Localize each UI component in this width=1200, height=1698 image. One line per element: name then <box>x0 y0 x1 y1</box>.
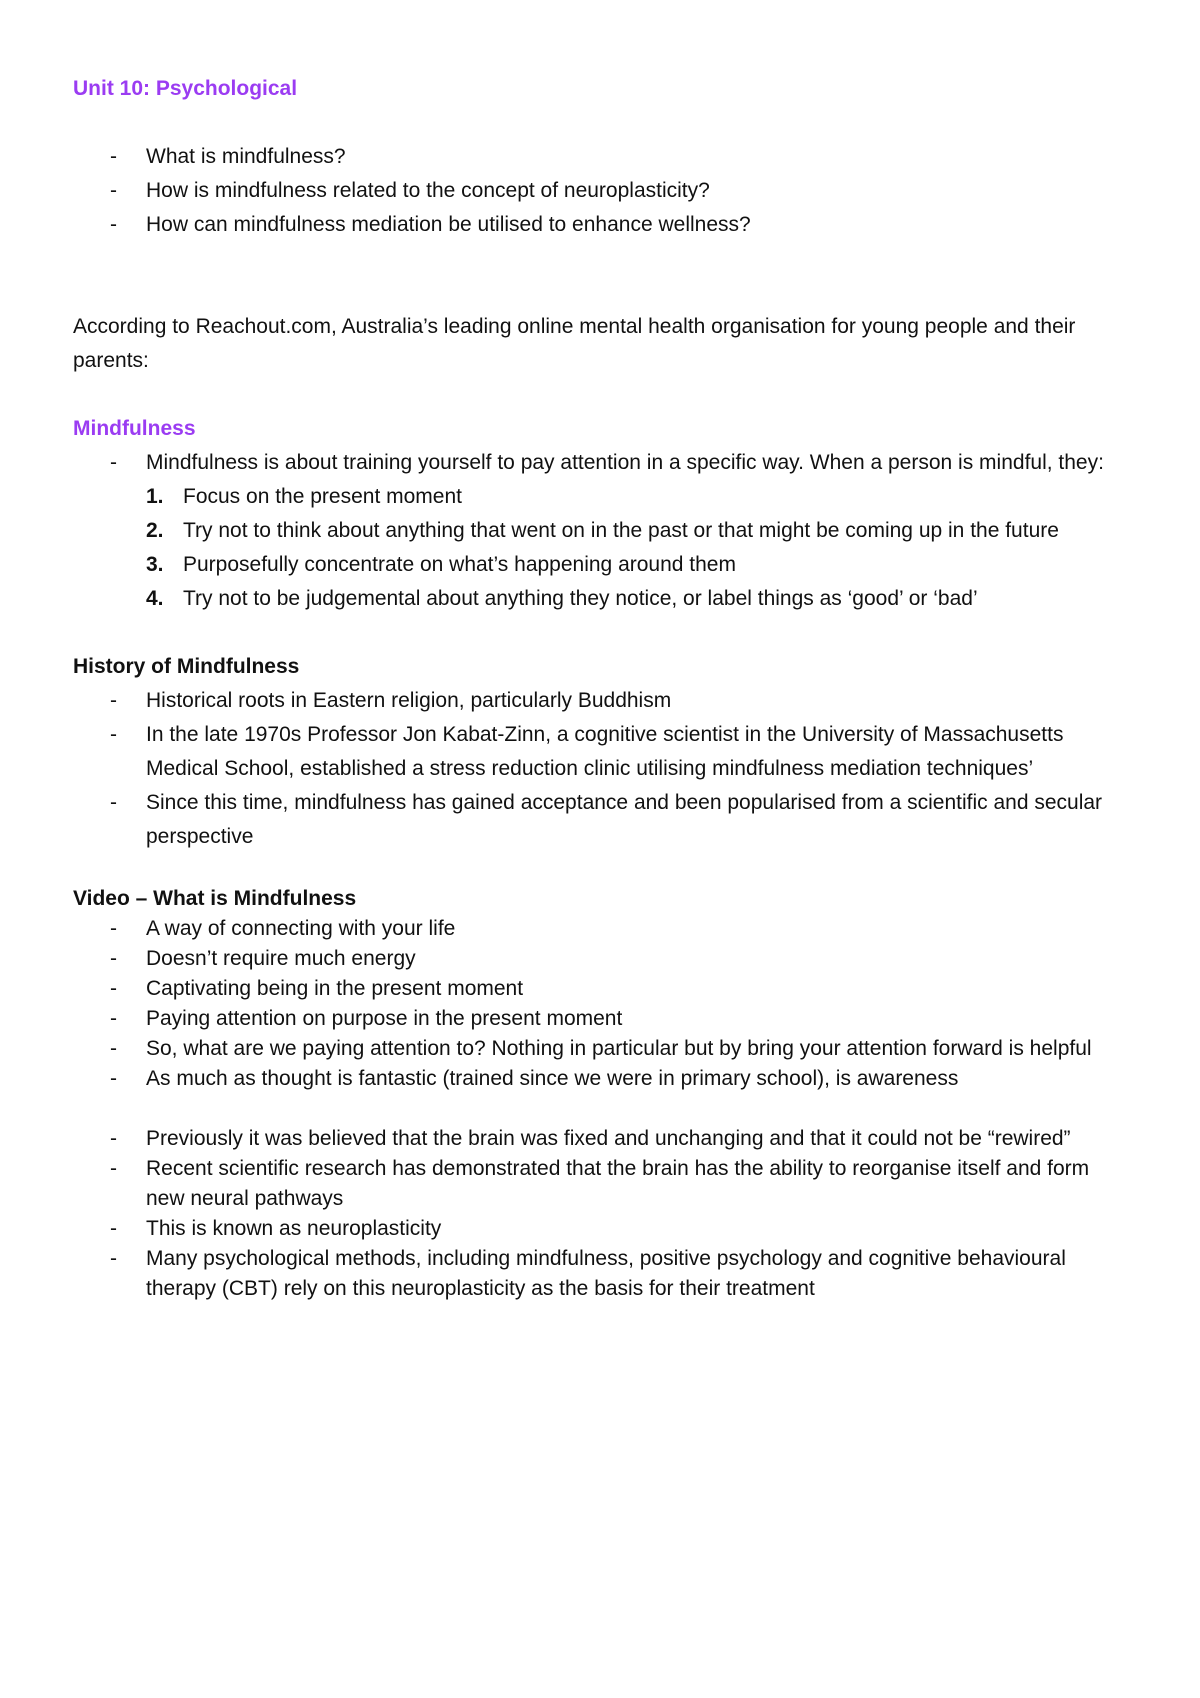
list-item: - Since this time, mindfulness has gained acceptance and been popularised from a scientific and secular perspective <box>73 786 1133 854</box>
video-heading: Video – What is Mindfulness <box>73 887 357 910</box>
neuroplasticity-list <box>73 1124 1133 1304</box>
questions-list <box>73 140 1133 242</box>
list-item: - What is mindfulness? <box>73 140 1133 174</box>
mindfulness-heading: Mindfulness <box>73 417 196 440</box>
step-number: 1. <box>146 485 164 508</box>
list-item: - This is known as neuroplasticity <box>73 1214 1133 1244</box>
list-item: - Recent scientific research has demonstrated that the brain has the ability to reorganise itself and form new neural pathways <box>73 1154 1133 1214</box>
list-item: - How is mindfulness related to the concept of neuroplasticity? <box>73 174 1133 208</box>
spacer <box>73 378 1133 412</box>
step-number: 3. <box>146 553 164 576</box>
list-item: - So, what are we paying attention to? Nothing in particular but by bring your attention forward is helpful <box>73 1034 1133 1064</box>
page-title: Unit 10: Psychological <box>73 77 298 100</box>
spacer <box>73 106 1133 140</box>
step-text: Focus on the present moment <box>183 485 462 508</box>
list-item: - Many psychological methods, including mindfulness, positive psychology and cognitive behavioural therapy (CBT) rely on this neuroplasticity as the basis for their treatment <box>73 1244 1133 1304</box>
video-section <box>73 884 1133 1304</box>
list-item: - As much as thought is fantastic (trained since we were in primary school), is awareness <box>73 1064 1133 1094</box>
list-item: - In the late 1970s Professor Jon Kabat-Zinn, a cognitive scientist in the University of Massachusetts Medical School, established a stress reduction clinic utilising mindfulness mediation techniques’ <box>73 718 1133 786</box>
list-item <box>73 446 1133 616</box>
spacer <box>73 1094 1133 1124</box>
step-number: 4. <box>146 587 164 610</box>
list-item: - Doesn’t require much energy <box>73 944 1133 974</box>
list-item: - Captivating being in the present moment <box>73 974 1133 1004</box>
mindfulness-steps <box>146 480 1133 616</box>
list-item: - How can mindfulness mediation be utilised to enhance wellness? <box>73 208 1133 242</box>
step-item <box>146 548 1133 582</box>
intro-paragraph: According to Reachout.com, Australia’s leading online mental health organisation for young people and their parents: <box>73 315 1076 372</box>
step-number: 2. <box>146 519 164 542</box>
list-item: - Paying attention on purpose in the present moment <box>73 1004 1133 1034</box>
step-text: Try not to be judgemental about anything they notice, or label things as ‘good’ or ‘bad’ <box>183 587 978 610</box>
mindfulness-point: Mindfulness is about training yourself to pay attention in a specific way. When a person is mindful, they: <box>146 451 1104 474</box>
mindfulness-list <box>73 446 1133 616</box>
history-list <box>73 684 1133 854</box>
step-item <box>146 514 1133 548</box>
spacer <box>73 616 1133 650</box>
spacer <box>73 242 1133 310</box>
spacer <box>73 854 1133 884</box>
step-item <box>146 480 1133 514</box>
step-text: Purposefully concentrate on what’s happening around them <box>183 553 736 576</box>
history-heading: History of Mindfulness <box>73 655 300 678</box>
video-list <box>73 914 1133 1094</box>
step-text: Try not to think about anything that went on in the past or that might be coming up in the future <box>183 519 1059 542</box>
list-item: - A way of connecting with your life <box>73 914 1133 944</box>
document-content <box>73 72 1133 1304</box>
list-item: - Previously it was believed that the brain was fixed and unchanging and that it could not be “rewired” <box>73 1124 1133 1154</box>
step-item <box>146 582 1133 616</box>
list-item: - Historical roots in Eastern religion, particularly Buddhism <box>73 684 1133 718</box>
